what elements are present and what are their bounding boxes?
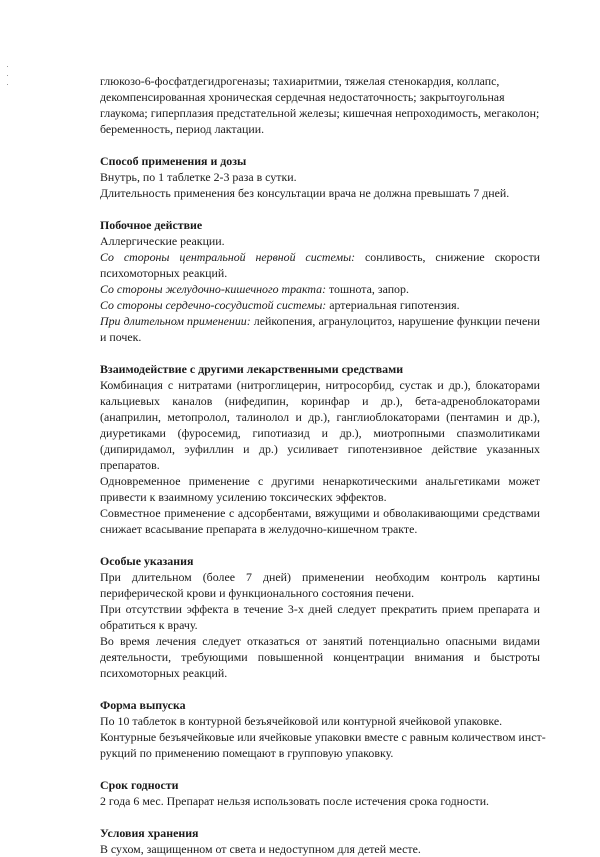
section-heading: Взаимодействие с другими лекарственными средствами <box>100 362 404 376</box>
text-line: Длительность применения без консультации врача не должна превышать 7 дней. <box>100 186 510 200</box>
text-line: (дипиридамол, эуфиллин и др.) усиливает гипотензивное действие указанных <box>100 442 540 456</box>
text-line: деятельности, требующими повышенной концентрации внимания и быстроты <box>100 650 540 664</box>
text-line: Комбинация с нитратами (нитроглицерин, нитросорбид, сустак и др.), блокаторами <box>100 378 540 392</box>
text-line: беременность, период лактации. <box>100 122 265 136</box>
interactions-section <box>100 361 540 537</box>
text-line: Во время лечения следует отказаться от занятий потенциально опасными видами <box>100 634 540 648</box>
special-instructions-section <box>100 553 540 681</box>
text-line: Одновременное применение с другими ненаркотическими анальгетиками может <box>100 474 540 488</box>
text-line: глюкозо-6-фосфатдегидрогеназы; тахиаритмии, тяжелая стенокардия, коллапс, <box>100 74 500 88</box>
side-effects-section <box>100 217 540 345</box>
section-heading: Побочное действие <box>100 218 203 232</box>
text-line: Контурные безъячейковые или ячейковые упаковки вместе с равным количеством инст- <box>100 730 546 744</box>
scan-margin-marks <box>7 66 9 93</box>
text-line <box>100 313 540 329</box>
text-line: 2 года 6 мес. Препарат нельзя использовать после истечения срока годности. <box>100 794 490 808</box>
section-heading: Особые указания <box>100 554 194 568</box>
section-heading: Способ применения и дозы <box>100 154 247 168</box>
text-line: препаратов. <box>100 458 160 472</box>
text-line <box>100 297 540 313</box>
text-line: диуретиками (фуросемид, гипотиазид и др.), миотропными спазмолитиками <box>100 426 540 440</box>
text-line: обратиться к врачу. <box>100 618 198 632</box>
section-heading: Срок годности <box>100 778 179 792</box>
section-heading: Форма выпуска <box>100 698 186 712</box>
document-body <box>100 73 546 857</box>
storage-section <box>100 825 540 857</box>
release-form-section <box>100 697 546 761</box>
dosage-section <box>100 153 540 201</box>
text-line: снижает всасывание препарата в желудочно-кишечном тракте. <box>100 522 418 536</box>
text-line: психомоторных реакций. <box>100 666 228 680</box>
shelf-life-section <box>100 777 540 809</box>
text-line: глаукома; гиперплазия предстательной железы; кишечная непроходимость, мегаколон; <box>100 106 540 120</box>
text-line: психомоторных реакций. <box>100 266 228 280</box>
cns-text: сонливость, снижение скорости <box>355 250 540 264</box>
text-line: декомпенсированная хроническая сердечная недостаточность; закрытоугольная <box>100 90 505 104</box>
text-line: При длительном (более 7 дней) применении необходим контроль картины <box>100 570 540 584</box>
text-line: периферической крови и функционального состояния печени. <box>100 586 415 600</box>
long-use-text: лейкопения, агранулоцитоз, нарушение функции печени <box>250 314 541 328</box>
text-line <box>100 281 540 297</box>
text-line: (анаприлин, метопролол, талинолол и др.), ганглиоблокаторами (пентамин и др.), <box>100 410 540 424</box>
section-heading: Условия хранения <box>100 826 199 840</box>
cv-label: Со стороны сердечно-сосудистой системы: <box>100 298 327 312</box>
text-line: и почек. <box>100 330 142 344</box>
cns-label: Со стороны центральной нервной системы: <box>100 250 356 264</box>
text-line: Внутрь, по 1 таблетке 2-3 раза в сутки. <box>100 170 297 184</box>
contraindications-continued <box>100 73 540 137</box>
text-line <box>100 249 540 265</box>
text-line: В сухом, защищенном от света и недоступном для детей месте. <box>100 842 421 856</box>
gi-label: Со стороны желудочно-кишечного тракта: <box>100 282 327 296</box>
text-line: Совместное применение с адсорбентами, вяжущими и обволакивающими средствами <box>100 506 540 520</box>
text-line: По 10 таблеток в контурной безъячейковой или контурной ячейковой упаковке. <box>100 714 503 728</box>
text-line: кальциевых каналов (нифедипин, коринфар и др.), бета-адреноблокаторами <box>100 394 540 408</box>
text-line: Аллергические реакции. <box>100 234 225 248</box>
gi-text: тошнота, запор. <box>326 282 409 296</box>
cv-text: артериальная гипотензия. <box>326 298 460 312</box>
text-line: привести к взаимному усилению токсических эффектов. <box>100 490 387 504</box>
text-line: рукций по применению помещают в групповую упаковку. <box>100 746 394 760</box>
text-line: При отсутствии эффекта в течение 3-х дней следует прекратить прием препарата и <box>100 602 540 616</box>
long-use-label: При длительном применении: <box>100 314 251 328</box>
